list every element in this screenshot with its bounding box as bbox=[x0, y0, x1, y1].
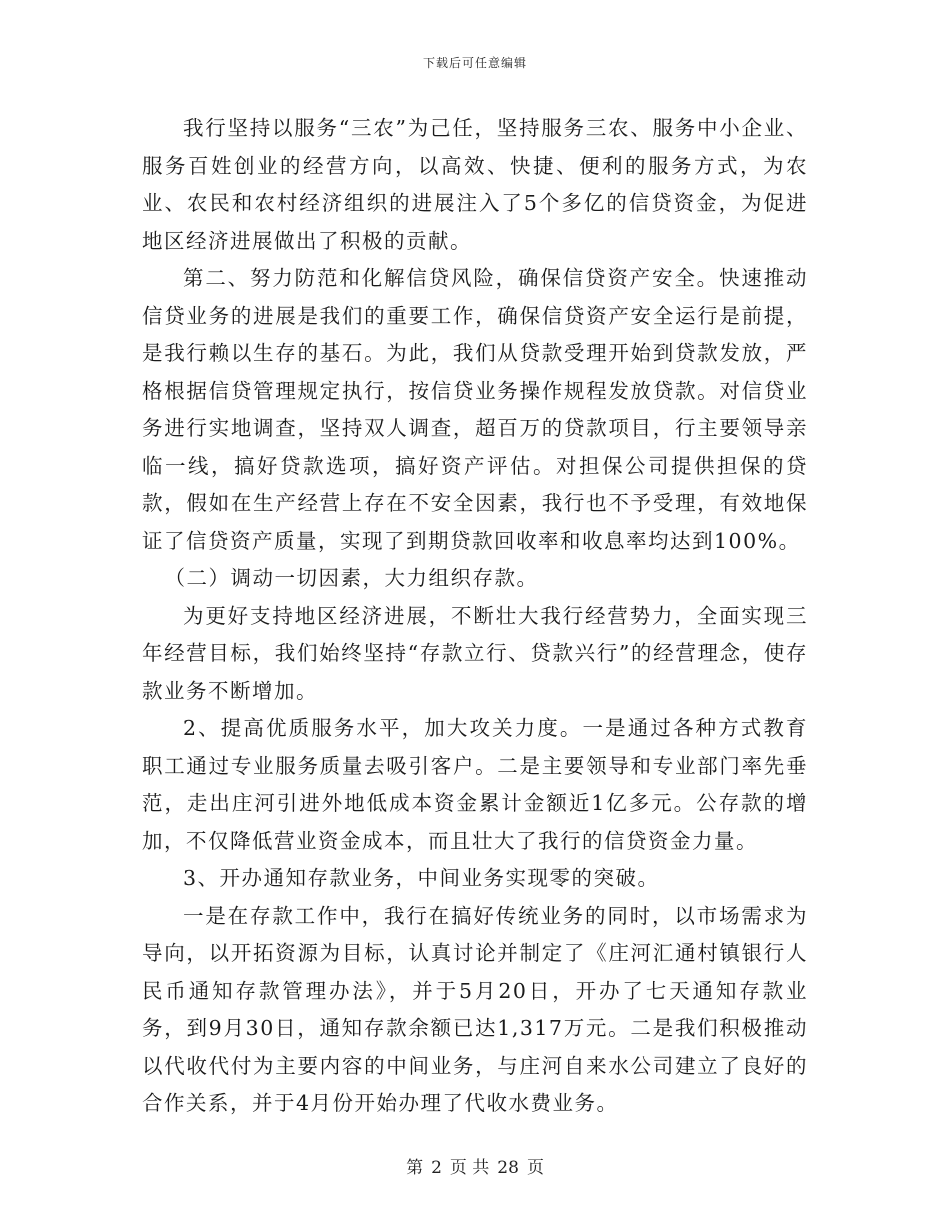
paragraph-1: 我行坚持以服务“三农”为己任，坚持服务三农、服务中小企业、服务百姓创业的经营方向，以高效、快捷、便利的服务方式，为农业、农民和农村经济组织的进展注入了5个多亿的信贷资金，为促进地区经济进展做出了积极的贡献。 bbox=[142, 116, 808, 253]
total-page-count: 28 bbox=[497, 1158, 519, 1178]
paragraph-3: 为更好支持地区经济进展，不断壮大我行经营势力，全面实现三年经营目标，我们始终坚持“存款立行、贷款兴行”的经营理念，使存款业务不断增加。 bbox=[142, 603, 808, 703]
footer-middle: 页 共 bbox=[449, 1158, 490, 1178]
page-header: 下载后可任意编辑 bbox=[422, 56, 527, 70]
paragraph-2: 第二、努力防范和化解信贷风险，确保信贷资产安全。快速推动信贷业务的进展是我们的重要工作，确保信贷资产安全运行是前提，是我行赖以生存的基石。为此，我们从贷款受理开始到贷款发放，严格根据信贷管理规定执行，按信贷业务操作规程发放贷款。对信贷业务进行实地调查，坚持双人调查，超百万的贷款项目，行主要领导亲临一线，搞好贷款选项，搞好资产评估。对担保公司提供担保的贷款，假如在生产经营上存在不安全因素，我行也不予受理，有效地保证了信贷资产质量，实现了到期贷款回收率和收息率均达到100%。 bbox=[142, 266, 808, 553]
paragraph-6: 一是在存款工作中，我行在搞好传统业务的同时，以市场需求为导向，以开拓资源为目标，认真讨论并制定了《庄河汇通村镇银行人民币通知存款管理办法》，并于5月20日，开办了七天通知存款业务，到9月30日，通知存款余额已达1,317万元。二是我们积极推动以代收代付为主要内容的中间业务，与庄河自来水公司建立了良好的合作关系，并于4月份开始办理了代收水费业务。 bbox=[142, 903, 808, 1115]
paragraph-4: 2、提高优质服务水平，加大攻关力度。一是通过各种方式教育职工通过专业服务质量去吸引客户。二是主要领导和专业部门率先垂范，走出庄河引进外地低成本资金累计金额近1亿多元。公存款的增加，不仅降低营业资金成本，而且壮大了我行的信贷资金力量。 bbox=[142, 716, 808, 853]
current-page-number: 2 bbox=[431, 1158, 442, 1178]
page-footer bbox=[0, 1153, 950, 1178]
section-heading-2: （二）调动一切因素，大力组织存款。 bbox=[164, 566, 539, 590]
footer-suffix: 页 bbox=[526, 1158, 544, 1178]
footer-prefix: 第 bbox=[406, 1158, 424, 1178]
document-body bbox=[142, 110, 808, 1123]
paragraph-5: 3、开办通知存款业务，中间业务实现零的突破。 bbox=[183, 866, 660, 890]
